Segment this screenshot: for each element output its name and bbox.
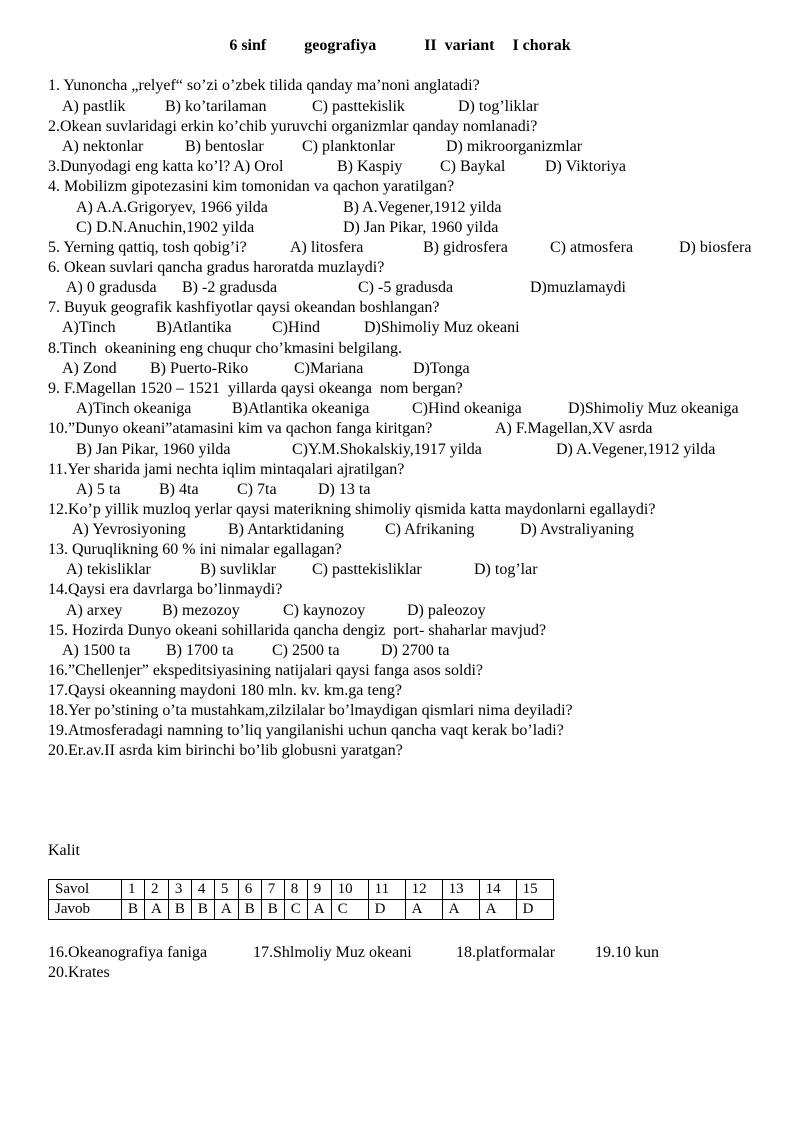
key-row-label: Savol (49, 880, 122, 900)
question-10: 10.”Dunyo okeani”atamasini kim va qachon fanga kiritgan? (48, 420, 433, 437)
q4-option-c: C) D.N.Anuchin,1902 yilda (76, 219, 255, 236)
key-cell: B (191, 900, 214, 920)
key-cell: 4 (191, 880, 214, 900)
key-cell: 6 (238, 880, 261, 900)
key-cell: 9 (307, 880, 331, 900)
q8-option-b: B) Puerto-Riko (150, 360, 249, 377)
question-8: 8.Tinch okeanining eng chuqur cho’kmasini belgilang. (48, 340, 403, 357)
open-answer-20: 20.Krates (48, 964, 110, 981)
q10-option-c: C)Y.M.Shokalskiy,1917 yilda (292, 441, 482, 458)
key-cell: B (168, 900, 191, 920)
key-cell: C (331, 900, 368, 920)
key-cell: 7 (261, 880, 284, 900)
q1-option-b: B) ko’tarilaman (165, 98, 267, 115)
q7-option-d: D)Shimoliy Muz okeani (364, 319, 520, 336)
q2-option-a: A) nektonlar (62, 138, 144, 155)
title-quarter: I chorak (512, 37, 571, 54)
key-cell: B (261, 900, 284, 920)
question-1: 1. Yunoncha „relyef“ so’zi o’zbek tilida qanday ma’noni anglatadi? (48, 77, 480, 94)
question-3: 3.Dunyodagi eng katta ko’l? A) Orol (48, 158, 284, 175)
question-15: 15. Hozirda Dunyo okeani sohillarida qancha dengiz port- shaharlar mavjud? (48, 622, 547, 639)
q1-option-d: D) tog’liklar (458, 98, 539, 115)
q1-option-c: C) pasttekislik (312, 98, 405, 115)
answer-key-title: Kalit (48, 842, 80, 859)
q7-option-b: B)Atlantika (156, 319, 232, 336)
question-9: 9. F.Magellan 1520 – 1521 yillarda qaysi okeanga nom bergan? (48, 380, 463, 397)
open-answer-17: 17.Shlmoliy Muz okeani (253, 944, 412, 961)
q4-option-b: B) A.Vegener,1912 yilda (343, 199, 502, 216)
question-14: 14.Qaysi era davrlarga bo’linmaydi? (48, 581, 283, 598)
q13-option-a: A) tekisliklar (66, 561, 151, 578)
q10-option-b: B) Jan Pikar, 1960 yilda (76, 441, 231, 458)
q6-option-a: A) 0 gradusda (66, 279, 157, 296)
q9-option-a: A)Tinch okeaniga (76, 400, 192, 417)
q2-option-d: D) mikroorganizmlar (446, 138, 583, 155)
q6-option-c: C) -5 gradusda (358, 279, 454, 296)
q14-option-b: B) mezozoy (162, 602, 240, 619)
q12-option-c: C) Afrikaning (385, 521, 475, 538)
q8-option-d: D)Tonga (413, 360, 470, 377)
key-cell: A (405, 900, 442, 920)
q13-option-b: B) suvliklar (200, 561, 276, 578)
q14-option-c: C) kaynozoy (283, 602, 366, 619)
q8-option-a: A) Zond (62, 360, 117, 377)
question-2: 2.Okean suvlaridagi erkin ko’chib yuruvchi organizmlar qanday nomlanadi? (48, 118, 538, 135)
answer-key-table (48, 879, 554, 920)
question-6: 6. Okean suvlari qancha gradus haroratda muzlaydi? (48, 259, 385, 276)
key-cell: D (368, 900, 405, 920)
key-cell: 2 (145, 880, 169, 900)
key-cell: A (307, 900, 331, 920)
q13-option-c: C) pasttekisliklar (312, 561, 422, 578)
q11-option-c: C) 7ta (237, 481, 277, 498)
open-answer-18: 18.platformalar (456, 944, 556, 961)
q3-option-b: B) Kaspiy (337, 158, 403, 175)
key-cell: A (442, 900, 479, 920)
question-17: 17.Qaysi okeanning maydoni 180 mln. kv. km.ga teng? (48, 682, 403, 699)
q3-option-d: D) Viktoriya (545, 158, 626, 175)
key-row-label: Javob (49, 900, 122, 920)
q9-option-b: B)Atlantika okeaniga (232, 400, 370, 417)
q5-option-b: B) gidrosfera (423, 239, 508, 256)
q9-option-d: D)Shimoliy Muz okeaniga (568, 400, 739, 417)
q10-option-a: A) F.Magellan,XV asrda (495, 420, 653, 437)
question-18: 18.Yer po’stining o’ta mustahkam,zilzilalar bo’lmaydigan qismlari nima deyiladi? (48, 702, 573, 719)
question-20: 20.Er.av.II asrda kim birinchi bo’lib globusni yaratgan? (48, 742, 403, 759)
q14-option-d: D) paleozoy (407, 602, 486, 619)
title-subject: geografiya (304, 37, 377, 54)
q5-option-c: C) atmosfera (550, 239, 634, 256)
q9-option-c: C)Hind okeaniga (412, 400, 522, 417)
key-row-questions (49, 880, 554, 900)
key-cell: 8 (284, 880, 307, 900)
q5-option-a: A) litosfera (290, 239, 364, 256)
key-cell: 12 (405, 880, 442, 900)
q2-option-b: B) bentoslar (185, 138, 264, 155)
q11-option-d: D) 13 ta (318, 481, 371, 498)
key-cell: 15 (516, 880, 553, 900)
key-cell: 11 (368, 880, 405, 900)
q15-option-d: D) 2700 ta (381, 642, 450, 659)
q7-option-a: A)Tinch (62, 319, 116, 336)
question-7: 7. Buyuk geografik kashfiyotlar qaysi okeandan boshlangan? (48, 299, 440, 316)
q5-option-d: D) biosfera (679, 239, 752, 256)
q6-option-b: B) -2 gradusda (182, 279, 278, 296)
key-cell: 5 (214, 880, 238, 900)
q15-option-c: C) 2500 ta (272, 642, 340, 659)
q10-option-d: D) A.Vegener,1912 yilda (556, 441, 716, 458)
open-answer-19: 19.10 kun (595, 944, 659, 961)
q12-option-a: A) Yevrosiyoning (72, 521, 186, 538)
q11-option-a: A) 5 ta (76, 481, 121, 498)
key-cell: C (284, 900, 307, 920)
q15-option-a: A) 1500 ta (62, 642, 131, 659)
key-cell: A (214, 900, 238, 920)
key-cell: 10 (331, 880, 368, 900)
q4-option-d: D) Jan Pikar, 1960 yilda (343, 219, 499, 236)
q1-option-a: A) pastlik (62, 98, 126, 115)
q8-option-c: C)Mariana (294, 360, 364, 377)
key-cell: D (516, 900, 553, 920)
key-cell: B (122, 900, 145, 920)
key-row-answers (49, 900, 554, 920)
q3-option-c: C) Baykal (440, 158, 506, 175)
key-cell: 14 (479, 880, 516, 900)
question-12: 12.Ko’p yillik muzloq yerlar qaysi materikning shimoliy qismida katta maydonlarni egallaydi? (48, 501, 656, 518)
q15-option-b: B) 1700 ta (166, 642, 234, 659)
q2-option-c: C) planktonlar (302, 138, 395, 155)
question-13: 13. Quruqlikning 60 % ini nimalar egallagan? (48, 541, 342, 558)
key-cell: A (479, 900, 516, 920)
q4-option-a: A) A.A.Grigoryev, 1966 yilda (76, 199, 268, 216)
question-11: 11.Yer sharida jami nechta iqlim mintaqalari ajratilgan? (48, 461, 405, 478)
key-cell: 3 (168, 880, 191, 900)
question-16: 16.”Chellenjer” ekspeditsiyasining natijalari qaysi fanga asos soldi? (48, 662, 483, 679)
title-variant: II variant (424, 37, 495, 54)
open-answer-16: 16.Okeanografiya faniga (48, 944, 208, 961)
question-4: 4. Mobilizm gipotezasini kim tomonidan va qachon yaratilgan? (48, 178, 455, 195)
q14-option-a: A) arxey (66, 602, 123, 619)
q12-option-b: B) Antarktidaning (228, 521, 344, 538)
page-title (0, 37, 800, 55)
title-grade: 6 sinf (229, 37, 267, 54)
q7-option-c: C)Hind (272, 319, 320, 336)
q12-option-d: D) Avstraliyaning (520, 521, 634, 538)
key-cell: B (238, 900, 261, 920)
question-19: 19.Atmosferadagi namning to’liq yangilanishi uchun qancha vaqt kerak bo’ladi? (48, 722, 564, 739)
q6-option-d: D)muzlamaydi (530, 279, 626, 296)
key-cell: 13 (442, 880, 479, 900)
q13-option-d: D) tog’lar (474, 561, 538, 578)
key-cell: A (145, 900, 169, 920)
key-cell: 1 (122, 880, 145, 900)
question-5: 5. Yerning qattiq, tosh qobig’i? (48, 239, 247, 256)
q11-option-b: B) 4ta (159, 481, 199, 498)
